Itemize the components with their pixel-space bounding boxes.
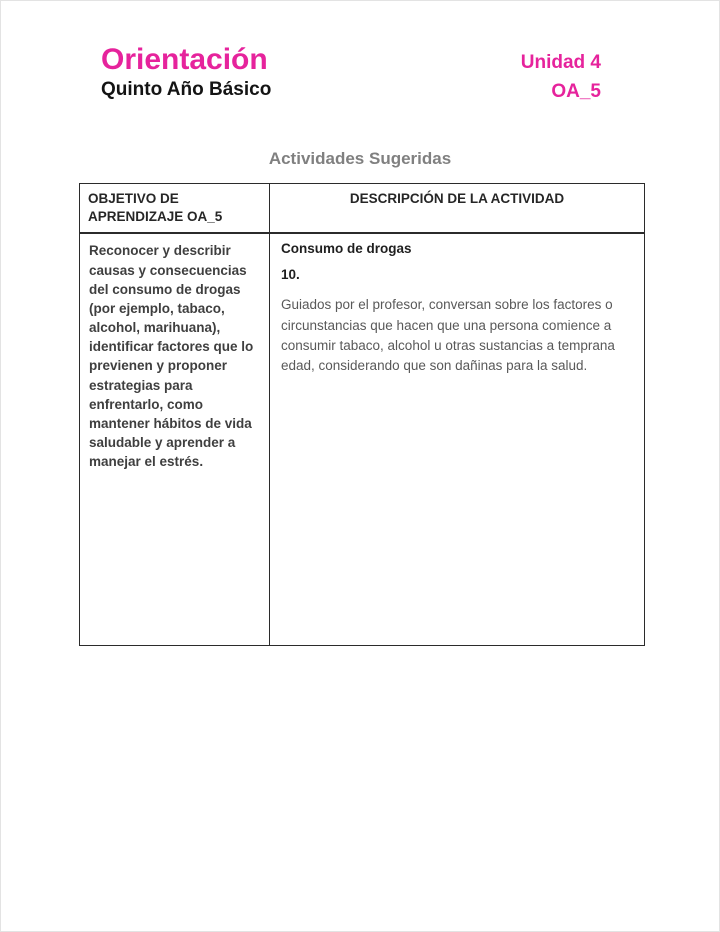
header-right-block (521, 43, 601, 103)
unit-label: Unidad 4 (520, 52, 601, 73)
table-row (80, 233, 645, 645)
activity-number: 10. (281, 267, 300, 283)
activity-title: Consumo de drogas (281, 241, 412, 257)
subject-title: Orientación (101, 43, 268, 76)
objective-text: Reconocer y describir causas y consecuencias del consumo de drogas (por ejemplo, tabaco, alcohol, marihuana), identificar factores que lo previenen y proponer estrategias para enfrentarlo, como mantener hábitos de vida saludable y aprender a manejar el estrés. (89, 243, 254, 470)
activity-body-text: Guiados por el profesor, conversan sobre los factores o circunstancias que hacen que una persona comience a consumir tabaco, alcohol u otras sustancias a temprana edad, considerando que son dañinas para la salud. (281, 297, 615, 374)
activities-table (79, 183, 645, 646)
table-header-row (80, 184, 645, 234)
grade-subtitle: Quinto Año Básico (101, 79, 272, 100)
objective-cell (80, 233, 270, 645)
header-left-block (101, 43, 271, 101)
oa-code-label: OA_5 (551, 81, 601, 102)
description-cell (270, 233, 645, 645)
section-title: Actividades Sugeridas (268, 149, 452, 168)
description-column-header: DESCRIPCIÓN DE LA ACTIVIDAD (270, 184, 645, 234)
document-header (101, 43, 601, 103)
objective-column-header: OBJETIVO DE APRENDIZAJE OA_5 (80, 184, 270, 234)
